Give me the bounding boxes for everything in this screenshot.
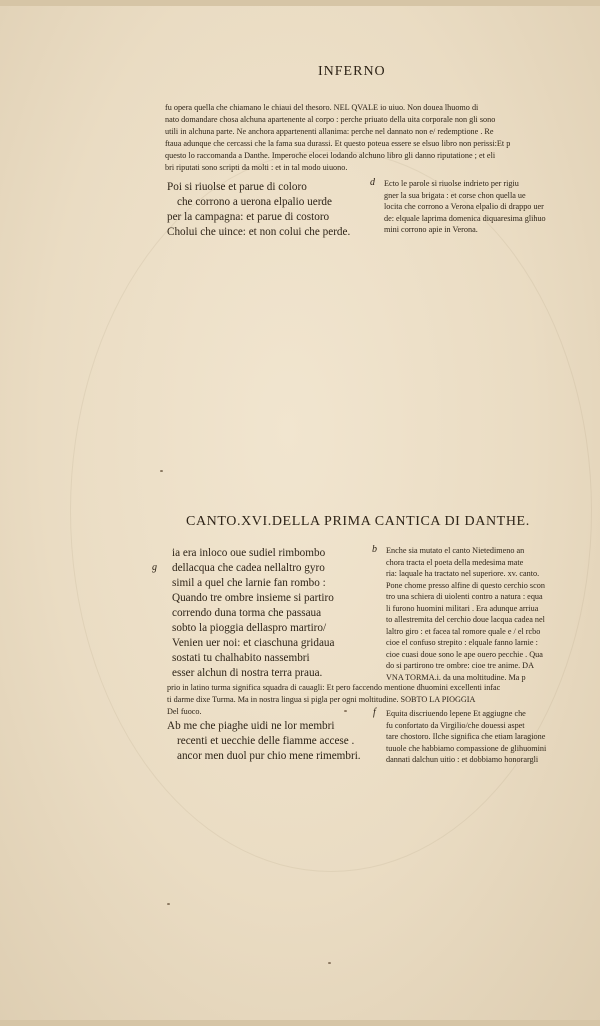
verse-line: Venien uer noi: et ciaschuna gridaua <box>172 637 335 649</box>
ink-speck <box>344 710 347 712</box>
gloss-line: de: elquale laprima domenica diquaresima glihuo <box>384 213 546 223</box>
ink-speck <box>328 962 331 964</box>
gloss-block-bottom <box>386 708 589 766</box>
page-top-edge <box>0 0 600 6</box>
gloss-block-top <box>384 178 589 236</box>
canto-heading: CANTO.XVI.DELLA PRIMA CANTICA DI DANTHE. <box>186 514 530 529</box>
verse-line: Ab me che piaghe uidi ne lor membri <box>167 720 335 732</box>
commentary-line: fu opera quella che chiamano le chiaui del thesoro. NEL QVALE io uiuo. Non douea lhuomo di <box>165 103 479 112</box>
gloss-line: Ecto le parole si riuolse indrieto per rigiu <box>384 179 519 188</box>
commentary-line: Del fuoco. <box>167 707 202 716</box>
verse-block-top <box>167 180 357 240</box>
gloss-line: Pone chome presso alfine di questo cerchio scon <box>386 580 545 590</box>
top-commentary <box>165 102 585 174</box>
verse-line: Cholui che uince: et non colui che perde. <box>167 226 351 238</box>
verse-line: ancor men duol pur chio mene rimembri. <box>177 750 361 762</box>
gloss-line: do si partirono tre ombre: cioe tre anime. DA <box>386 661 535 670</box>
verse-block-bottom <box>167 719 367 764</box>
verse-line: dellacqua che cadea nellaltro gyro <box>172 562 325 574</box>
commentary-line: ftaua adunque che cercassi che la fama sua durassi. Et questo poteua essere se elsuo libro non perissi:Et p <box>165 139 511 148</box>
gloss-line: tare chostoro. Ilche significa che etiam laragione <box>386 732 546 741</box>
gloss-line: laltro giro : et facea tal romore quale e / el rcbo <box>386 626 541 636</box>
gloss-line: ria: laquale ha tractato nel superiore. xv. canto. <box>386 569 540 578</box>
commentary-line: ti darme dixe Turma. Ma in nostra lingua si pigla per ogni moltitudine. SOBTO LA PIOGGIA <box>167 695 476 704</box>
gloss-line: fu confortato da Virgilio/che douessi aspet <box>386 720 525 730</box>
gloss-marker-b: b <box>372 544 377 555</box>
running-head: INFERNO <box>318 64 386 79</box>
verse-line: che corrono a uerona elpalio uerde <box>177 196 332 208</box>
gloss-line: li furono huomini militari . Era adunque arriua <box>386 603 539 613</box>
verse-line: Quando tre ombre insieme si partiro <box>172 592 334 604</box>
gloss-block-main <box>386 545 589 683</box>
gloss-line: tro una schiera di uiolenti contro a natura : equa <box>386 592 543 601</box>
gloss-line: cioe cuasi doue sono le ape ouero pecchie . Qua <box>386 649 543 659</box>
commentary-line: prio in latino turma significa squadra di cauagli: Et pero faccendo mentione dhuomini excellenti infac <box>167 683 501 692</box>
ink-speck <box>160 470 163 472</box>
gloss-line: mini corrono apie in Verona. <box>384 225 478 234</box>
verse-line: recenti et uecchie delle fiamme accese . <box>177 735 355 747</box>
gloss-line: to allestremita del cerchio doue lacqua cadea nel <box>386 615 545 624</box>
verse-line: ia era inloco oue sudiel rimbombo <box>172 547 326 559</box>
page-bottom-edge <box>0 1020 600 1026</box>
verse-line: sobto la pioggia dellaspro martiro/ <box>172 622 327 634</box>
verse-block-main <box>172 546 362 681</box>
verse-line: sostati tu chalhabito nassembri <box>172 652 310 664</box>
gloss-line: cioe el confuso strepito : elquale fanno larnie : <box>386 638 538 647</box>
verse-line: correndo duna torma che passaua <box>172 607 322 619</box>
gloss-line: dannati dalchun uitio : et dobbiamo honorargli <box>386 755 539 764</box>
gloss-line: locita che corrono a Verona elpalio di drappo uer <box>384 202 544 211</box>
gloss-line: Enche sia mutato el canto Nietedimeno an <box>386 546 525 555</box>
gloss-marker-f: f <box>373 707 376 718</box>
commentary-line: utili in alchuna parte. Ne anchora appartenenti allanima: perche nel dannato non e/ redemptione . Re <box>165 127 494 136</box>
gloss-line: tuuole che habbiamo compassione de glihuomini <box>386 743 547 753</box>
commentary-line: nato domandare chosa alchuna apartenente al corpo : perche priuato della uita corporale non gli sono <box>165 115 496 124</box>
gloss-line: VNA TORMA.i. da una moltitudine. Ma p <box>386 672 526 682</box>
commentary-line: bri riputati sono scripti da molti : et in tal modo uiuono. <box>165 163 348 172</box>
gloss-line: Equita discriuendo lepene Et aggiugne che <box>386 709 526 718</box>
verse-line: Poi si riuolse et parue di coloro <box>167 181 307 193</box>
gloss-line: chora tracta el poeta della medesima mate <box>386 557 524 567</box>
verse-marker-g: g <box>152 562 157 573</box>
verse-line: simil a quel che larnie fan rombo : <box>172 577 326 589</box>
gloss-marker-d: d <box>370 177 375 188</box>
ink-speck <box>167 903 170 905</box>
gloss-line: gner la sua brigata : et corse chon quella ue <box>384 190 526 200</box>
commentary-line: questo lo raccomanda a Danthe. Imperoche elocei lodando alchuno libro gli danno riputatione ; et eli <box>165 151 496 160</box>
verse-line: esser alchun di nostra terra praua. <box>172 667 323 679</box>
verse-line: per la campagna: et parue di costoro <box>167 211 330 223</box>
